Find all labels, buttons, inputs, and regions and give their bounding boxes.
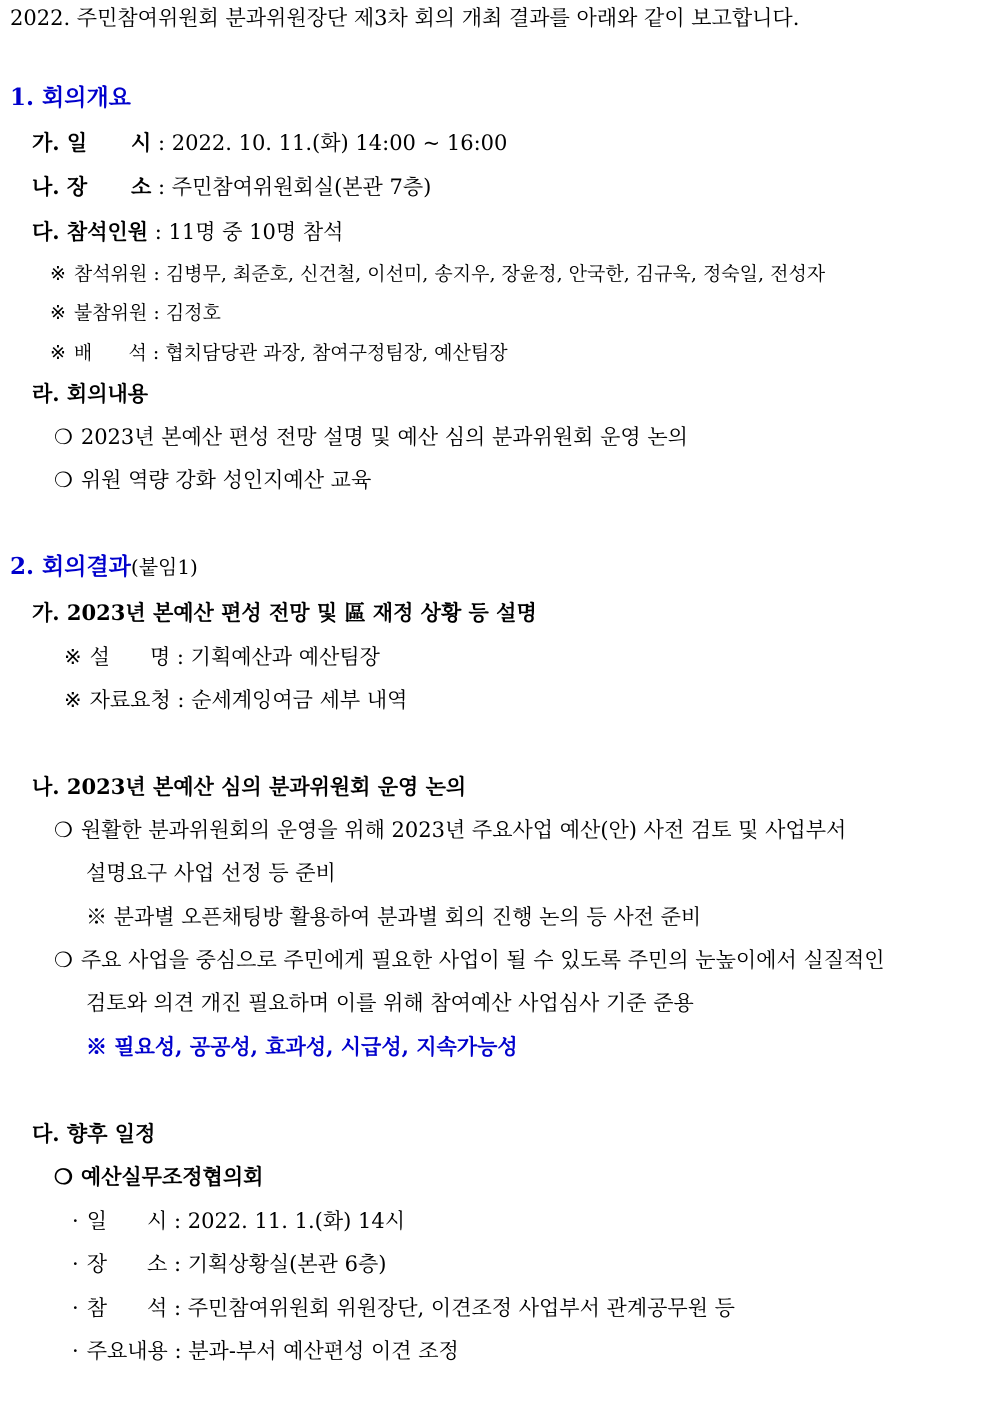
bullet-mark: ❍ bbox=[54, 818, 73, 842]
section1-title: 1. 회의개요 bbox=[10, 84, 131, 111]
section2-title-suffix: (붙임1) bbox=[130, 555, 198, 579]
intro-text: 2022. 주민참여위원회 분과위원장단 제3차 회의 개최 결과를 아래와 같이 보고합니다. bbox=[10, 6, 800, 30]
section2b-bullet-2 bbox=[54, 946, 885, 974]
section2-title-text: 2. 회의결과 bbox=[10, 553, 131, 580]
content-label: 라. 회의내용 bbox=[32, 381, 149, 406]
reference-mark: ※ bbox=[64, 688, 82, 712]
note-text: 자료요청 : 순세계잉여금 세부 내역 bbox=[89, 688, 408, 712]
schedule-datetime bbox=[72, 1207, 405, 1235]
schedule-agenda bbox=[72, 1337, 459, 1365]
content-item-2 bbox=[54, 466, 371, 494]
label: 나. 장 소 bbox=[32, 174, 152, 199]
section2a-note-2 bbox=[64, 686, 407, 714]
section2b-bullet-2-cont: 검토와 의견 개진 필요하며 이를 위해 참여예산 사업심사 기준 준용 bbox=[86, 991, 694, 1015]
note-text: 불참위원 : 김정호 bbox=[73, 302, 221, 324]
content-text: 위원 역량 강화 성인지예산 교육 bbox=[80, 468, 372, 492]
value: : 주민참여위원회실(본관 7층) bbox=[151, 175, 432, 199]
dot-mark: · bbox=[72, 1209, 79, 1233]
item-text: 주요내용 : 분과-부서 예산편성 이견 조정 bbox=[86, 1339, 459, 1363]
absentees-note bbox=[50, 299, 221, 327]
bullet-mark: ❍ bbox=[54, 948, 73, 972]
note-text: 설 명 : 기획예산과 예산팀장 bbox=[89, 645, 380, 669]
meeting-datetime bbox=[32, 129, 507, 157]
dot-mark: · bbox=[72, 1339, 79, 1363]
section2b-heading: 나. 2023년 본예산 심의 분과위원회 운영 논의 bbox=[32, 774, 467, 799]
label: 가. 일 시 bbox=[32, 130, 152, 155]
value: : 11명 중 10명 참석 bbox=[148, 220, 344, 244]
attendance-count bbox=[32, 218, 343, 246]
dot-mark: · bbox=[72, 1296, 79, 1320]
dot-mark: · bbox=[72, 1252, 79, 1276]
item-text: 참 석 : 주민참여위원회 위원장단, 이견조정 사업부서 관계공무원 등 bbox=[86, 1296, 735, 1320]
reference-mark: ※ bbox=[50, 342, 66, 364]
bullet-mark: ❍ bbox=[54, 1164, 73, 1189]
item-text: 일 시 : 2022. 11. 1.(화) 14시 bbox=[86, 1209, 405, 1233]
item-text: 장 소 : 기획상황실(본관 6층) bbox=[86, 1252, 387, 1276]
reference-mark: ※ bbox=[64, 645, 82, 669]
attendees-note bbox=[50, 260, 825, 288]
note-text: 참석위원 : 김병무, 최준호, 신건철, 이선미, 송지우, 장윤정, 안국한, 김규욱, 정숙일, 전성자 bbox=[73, 263, 826, 285]
label: 다. 참석인원 bbox=[32, 219, 149, 244]
meeting-place bbox=[32, 173, 431, 201]
section2b-bullet-1-cont: 설명요구 사업 선정 등 준비 bbox=[86, 861, 336, 885]
bullet-text: 원활한 분과위원회의 운영을 위해 2023년 주요사업 예산(안) 사전 검토 및 사업부서 bbox=[80, 818, 847, 842]
observers-note bbox=[50, 339, 508, 367]
schedule-subheading bbox=[54, 1163, 263, 1191]
criteria-note: ※ 필요성, 공공성, 효과성, 시급성, 지속가능성 bbox=[86, 1034, 518, 1059]
content-text: 2023년 본예산 편성 전망 설명 및 예산 심의 분과위원회 운영 논의 bbox=[80, 425, 688, 449]
bullet-mark: ❍ bbox=[54, 425, 73, 449]
reference-mark: ※ bbox=[50, 263, 66, 285]
bullet-text: 주요 사업을 중심으로 주민에게 필요한 사업이 될 수 있도록 주민의 눈높이에서 실질적인 bbox=[80, 948, 885, 972]
subheading-text: 예산실무조정협의회 bbox=[80, 1164, 264, 1189]
value: : 2022. 10. 11.(화) 14:00 ~ 16:00 bbox=[151, 131, 508, 155]
section2b-bullet-1-note: ※ 분과별 오픈채팅방 활용하여 분과별 회의 진행 논의 등 사전 준비 bbox=[86, 905, 702, 929]
bullet-mark: ❍ bbox=[54, 468, 73, 492]
schedule-place bbox=[72, 1250, 386, 1278]
note-text: 배 석 : 협치담당관 과장, 참여구정팀장, 예산팀장 bbox=[73, 342, 508, 364]
section2a-heading: 가. 2023년 본예산 편성 전망 및 區 재정 상황 등 설명 bbox=[32, 600, 537, 625]
section2b-bullet-1 bbox=[54, 816, 846, 844]
section2c-heading: 다. 향후 일정 bbox=[32, 1121, 156, 1146]
content-item-1 bbox=[54, 423, 688, 451]
schedule-attendees bbox=[72, 1294, 735, 1322]
reference-mark: ※ bbox=[50, 302, 66, 324]
section2a-note-1 bbox=[64, 643, 380, 671]
section2-title bbox=[10, 553, 198, 581]
